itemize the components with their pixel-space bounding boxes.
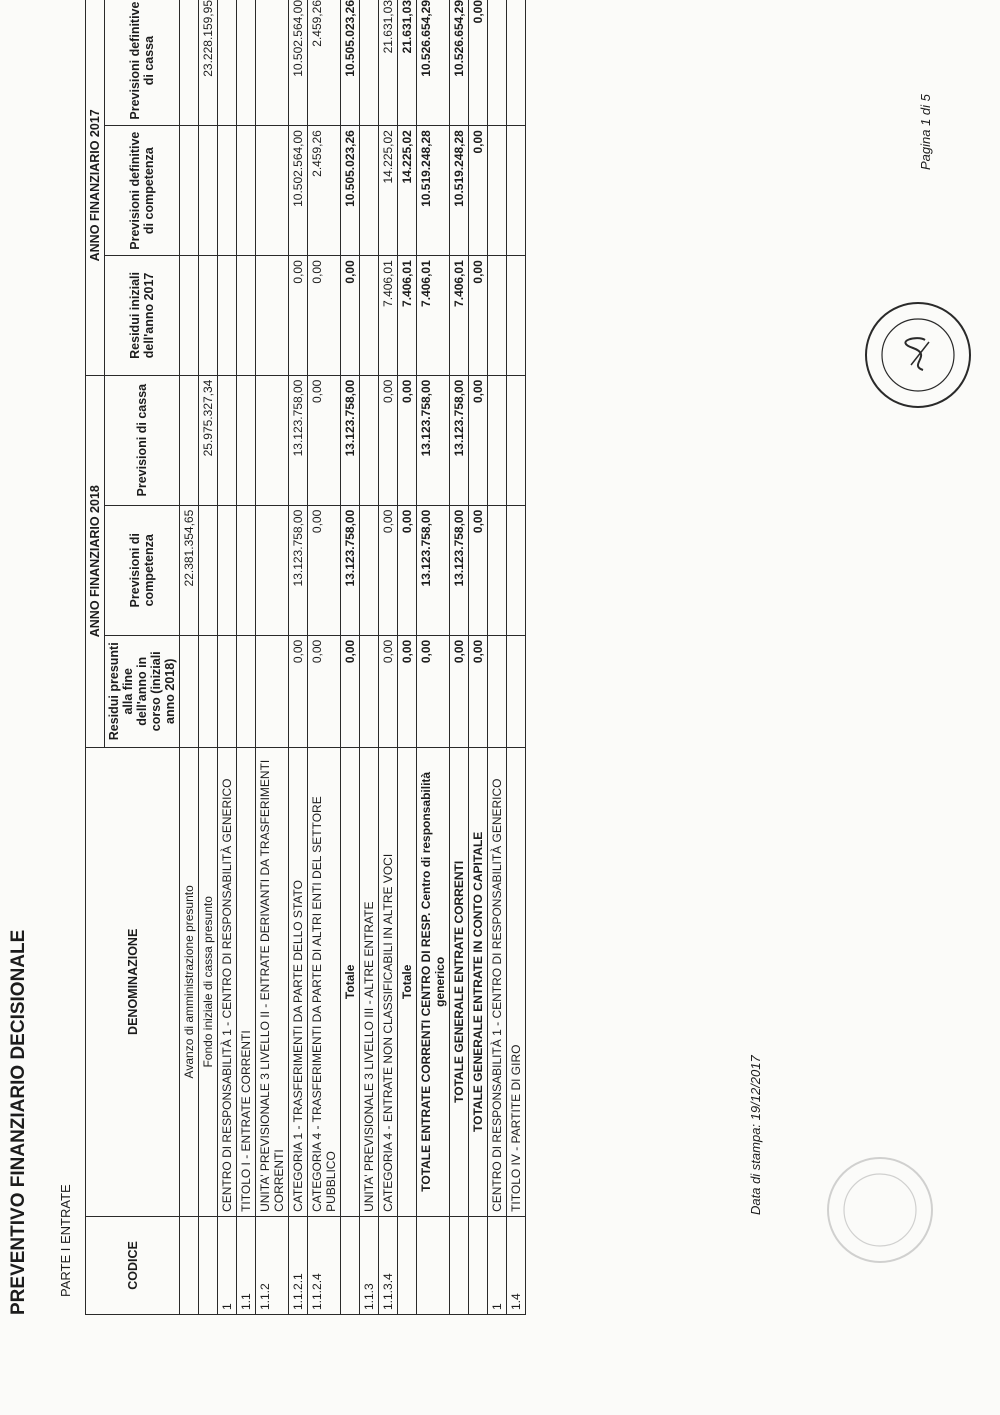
cell-residui-2018 <box>507 635 526 747</box>
cell-cassa-2017: 2.459,26 <box>308 0 341 126</box>
row-code: 1.1.3 <box>360 1216 379 1314</box>
faded-seal-stamp <box>825 1155 935 1265</box>
cell-competenza-2017: 10.502.564,00 <box>289 126 308 256</box>
table-row <box>360 0 379 1315</box>
cell-cassa-2018: 0,00 <box>469 375 488 505</box>
cell-cassa-2018: 0,00 <box>379 375 398 505</box>
cell-residui-2018 <box>488 635 507 747</box>
cell-cassa-2018: 0,00 <box>308 375 341 505</box>
print-date: Data di stampa: 19/12/2017 <box>748 1055 763 1215</box>
cell-cassa-2018: 13.123.758,00 <box>450 375 469 505</box>
cell-competenza-2018 <box>360 505 379 635</box>
row-denomination: Fondo iniziale di cassa presunto <box>199 747 218 1216</box>
cell-cassa-2018 <box>360 375 379 505</box>
cell-residui-2017: 7.406,01 <box>398 256 417 375</box>
cell-residui-2018 <box>199 635 218 747</box>
row-denomination: TOTALE GENERALE ENTRATE CORRENTI <box>450 747 469 1216</box>
cell-competenza-2018: 0,00 <box>308 505 341 635</box>
cell-residui-2017 <box>199 256 218 375</box>
cell-residui-2017 <box>360 256 379 375</box>
cell-competenza-2017 <box>199 126 218 256</box>
cell-residui-2017: 7.406,01 <box>417 256 450 375</box>
cell-competenza-2017 <box>360 126 379 256</box>
total-row <box>450 0 469 1315</box>
table-row <box>256 0 289 1315</box>
cell-competenza-2018 <box>256 505 289 635</box>
cell-residui-2017 <box>180 256 199 375</box>
col-competenza-2017: Previsioni definitive di competenza <box>105 126 180 256</box>
cell-competenza-2017: 0,00 <box>469 126 488 256</box>
cell-competenza-2017 <box>507 126 526 256</box>
row-code: 1.1.2.1 <box>289 1216 308 1314</box>
row-code: 1.4 <box>507 1216 526 1314</box>
table-row <box>308 0 341 1315</box>
cell-cassa-2017: 10.502.564,00 <box>289 0 308 126</box>
cell-residui-2018: 0,00 <box>450 635 469 747</box>
cell-residui-2018: 0,00 <box>469 635 488 747</box>
row-denomination: TITOLO IV - PARTITE DI GIRO <box>507 747 526 1216</box>
cell-residui-2017 <box>237 256 256 375</box>
cell-residui-2018: 0,00 <box>398 635 417 747</box>
cell-residui-2018: 0,00 <box>417 635 450 747</box>
cell-competenza-2018: 13.123.758,00 <box>417 505 450 635</box>
cell-residui-2017: 0,00 <box>469 256 488 375</box>
col-residui-2018: Residui presunti alla fine dell'anno in corso (iniziali anno 2018) <box>105 635 180 747</box>
cell-competenza-2017: 10.519.248,28 <box>450 126 469 256</box>
cell-residui-2017: 0,00 <box>308 256 341 375</box>
cell-cassa-2018: 13.123.758,00 <box>417 375 450 505</box>
cell-cassa-2017 <box>488 0 507 126</box>
cell-competenza-2018: 13.123.758,00 <box>289 505 308 635</box>
cell-cassa-2017: 10.526.654,29 <box>450 0 469 126</box>
cell-residui-2017: 0,00 <box>289 256 308 375</box>
row-denomination: Totale <box>341 747 360 1216</box>
school-seal-stamp <box>863 300 973 410</box>
cell-residui-2017 <box>488 256 507 375</box>
header-row-top <box>86 0 105 1315</box>
row-code: 1.1.2 <box>256 1216 289 1314</box>
table-row <box>218 0 237 1315</box>
row-code: 1 <box>488 1216 507 1314</box>
cell-cassa-2017 <box>256 0 289 126</box>
col-code: CODICE <box>86 1216 180 1314</box>
row-denomination: CATEGORIA 4 - ENTRATE NON CLASSIFICABILI IN ALTRE VOCI <box>379 747 398 1216</box>
cell-residui-2018 <box>180 635 199 747</box>
row-code: 1.1 <box>237 1216 256 1314</box>
cell-competenza-2018: 0,00 <box>398 505 417 635</box>
row-denomination: Totale <box>398 747 417 1216</box>
page-number: Pagina 1 di 5 <box>918 94 933 170</box>
cell-cassa-2017: 21.631,03 <box>379 0 398 126</box>
section-label: PARTE I ENTRATE <box>58 1184 73 1297</box>
cell-competenza-2018 <box>488 505 507 635</box>
cell-cassa-2017 <box>237 0 256 126</box>
cell-residui-2018 <box>218 635 237 747</box>
cell-cassa-2018 <box>180 375 199 505</box>
row-code <box>469 1216 488 1314</box>
cell-cassa-2018 <box>256 375 289 505</box>
cell-competenza-2017 <box>256 126 289 256</box>
total-row <box>417 0 450 1315</box>
cell-cassa-2018: 13.123.758,00 <box>289 375 308 505</box>
row-code: 1.1.2.4 <box>308 1216 341 1314</box>
cell-competenza-2017 <box>488 126 507 256</box>
row-denomination: CATEGORIA 1 - TRASFERIMENTI DA PARTE DELLO STATO <box>289 747 308 1216</box>
cell-residui-2017: 0,00 <box>341 256 360 375</box>
cell-competenza-2018 <box>218 505 237 635</box>
cell-competenza-2018 <box>199 505 218 635</box>
row-denomination: CATEGORIA 4 - TRASFERIMENTI DA PARTE DI ALTRI ENTI DEL SETTORE PUBBLICO <box>308 747 341 1216</box>
table-row <box>379 0 398 1315</box>
cell-competenza-2017: 10.519.248,28 <box>417 126 450 256</box>
cell-residui-2017 <box>218 256 237 375</box>
table-row <box>507 0 526 1315</box>
row-code <box>341 1216 360 1314</box>
cell-cassa-2018 <box>218 375 237 505</box>
cell-residui-2018: 0,00 <box>289 635 308 747</box>
col-year-2017: ANNO FINANZIARIO 2017 <box>86 0 105 375</box>
table-row <box>488 0 507 1315</box>
table-row <box>237 0 256 1315</box>
budget-table <box>85 0 526 1315</box>
cell-residui-2017: 7.406,01 <box>450 256 469 375</box>
cell-cassa-2018 <box>488 375 507 505</box>
cell-residui-2018: 0,00 <box>379 635 398 747</box>
cell-cassa-2017: 10.505.023,26 <box>341 0 360 126</box>
row-denomination: CENTRO DI RESPONSABILITÀ 1 - CENTRO DI RESPONSABILITÀ GENERICO <box>218 747 237 1216</box>
cell-residui-2018: 0,00 <box>308 635 341 747</box>
row-code <box>417 1216 450 1314</box>
cell-cassa-2018: 25.975.327,34 <box>199 375 218 505</box>
table-row <box>289 0 308 1315</box>
subtotal-row <box>398 0 417 1315</box>
cell-cassa-2018: 0,00 <box>398 375 417 505</box>
cell-residui-2018 <box>360 635 379 747</box>
cell-cassa-2017: 23.228.159,95 <box>199 0 218 126</box>
cell-residui-2017 <box>256 256 289 375</box>
cell-residui-2018 <box>256 635 289 747</box>
cell-competenza-2018: 13.123.758,00 <box>450 505 469 635</box>
col-competenza-2018: Previsioni di competenza <box>105 505 180 635</box>
table-row <box>199 0 218 1315</box>
cell-cassa-2017 <box>360 0 379 126</box>
cell-cassa-2017: 10.526.654,29 <box>417 0 450 126</box>
row-code <box>398 1216 417 1314</box>
row-code: 1.1.3.4 <box>379 1216 398 1314</box>
col-cassa-2017: Previsioni definitive di cassa <box>105 0 180 126</box>
row-denomination: CENTRO DI RESPONSABILITÀ 1 - CENTRO DI RESPONSABILITÀ GENERICO <box>488 747 507 1216</box>
cell-cassa-2018 <box>507 375 526 505</box>
row-code <box>450 1216 469 1314</box>
row-denomination: Avanzo di amministrazione presunto <box>180 747 199 1216</box>
col-cassa-2018: Previsioni di cassa <box>105 375 180 505</box>
cell-cassa-2017: 0,00 <box>469 0 488 126</box>
cell-competenza-2017: 14.225,02 <box>398 126 417 256</box>
row-denomination: UNITA' PREVISIONALE 3 LIVELLO II - ENTRATE DERIVANTI DA TRASFERIMENTI CORRENTI <box>256 747 289 1216</box>
cell-competenza-2018: 13.123.758,00 <box>341 505 360 635</box>
cell-competenza-2018: 0,00 <box>469 505 488 635</box>
row-denomination: TOTALE GENERALE ENTRATE IN CONTO CAPITALE <box>469 747 488 1216</box>
table-row <box>180 0 199 1315</box>
cell-competenza-2018 <box>507 505 526 635</box>
total-row <box>469 0 488 1315</box>
cell-competenza-2018: 0,00 <box>379 505 398 635</box>
cell-competenza-2018: 22.381.354,65 <box>180 505 199 635</box>
row-denomination: TOTALE ENTRATE CORRENTI CENTRO DI RESP. Centro di responsabilità generico <box>417 747 450 1216</box>
cell-residui-2018: 0,00 <box>341 635 360 747</box>
cell-residui-2018 <box>237 635 256 747</box>
cell-cassa-2017 <box>507 0 526 126</box>
col-residui-2017: Residui iniziali dell'anno 2017 <box>105 256 180 375</box>
cell-residui-2017: 7.406,01 <box>379 256 398 375</box>
cell-competenza-2018 <box>237 505 256 635</box>
cell-competenza-2017 <box>237 126 256 256</box>
page-title: PREVENTIVO FINANZIARIO DECISIONALE <box>8 929 29 1315</box>
cell-competenza-2017: 10.505.023,26 <box>341 126 360 256</box>
cell-cassa-2018: 13.123.758,00 <box>341 375 360 505</box>
cell-competenza-2017 <box>180 126 199 256</box>
row-code <box>180 1216 199 1314</box>
row-code: 1 <box>218 1216 237 1314</box>
col-year-2018: ANNO FINANZIARIO 2018 <box>86 375 105 747</box>
cell-residui-2017 <box>507 256 526 375</box>
cell-competenza-2017: 14.225,02 <box>379 126 398 256</box>
cell-cassa-2017 <box>180 0 199 126</box>
cell-cassa-2017: 21.631,03 <box>398 0 417 126</box>
subtotal-row <box>341 0 360 1315</box>
cell-cassa-2017 <box>218 0 237 126</box>
cell-competenza-2017: 2.459,26 <box>308 126 341 256</box>
col-denomination: DENOMINAZIONE <box>86 747 180 1216</box>
row-denomination: TITOLO I - ENTRATE CORRENTI <box>237 747 256 1216</box>
row-code <box>199 1216 218 1314</box>
cell-competenza-2017 <box>218 126 237 256</box>
cell-cassa-2018 <box>237 375 256 505</box>
row-denomination: UNITA' PREVISIONALE 3 LIVELLO III - ALTRE ENTRATE <box>360 747 379 1216</box>
